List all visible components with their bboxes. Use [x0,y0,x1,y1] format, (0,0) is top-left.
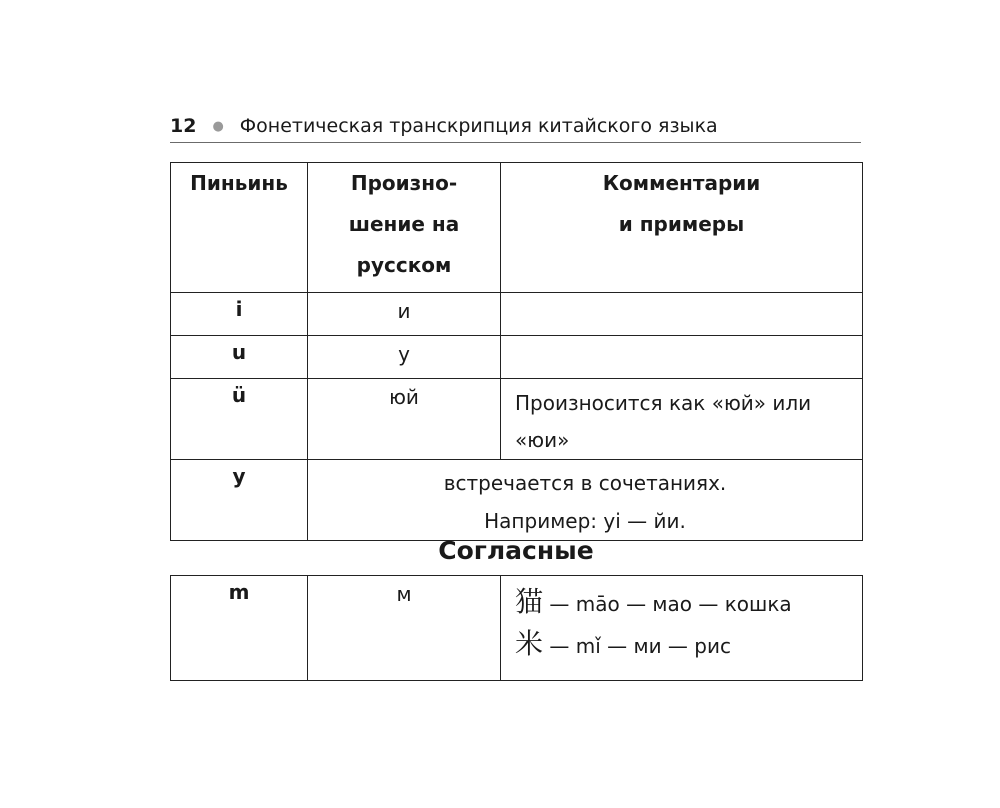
russian-cell: юй [308,379,501,460]
example-line: 米 — mǐ — ми — рис [515,627,731,660]
pinyin-cell: ü [171,379,308,460]
header-pinyin: Пиньинь [171,163,308,293]
table-row [171,576,863,681]
table-row [171,460,863,541]
pinyin-cell: u [171,336,308,379]
bullet-icon: ● [212,118,224,134]
table-row [171,336,863,379]
header-divider [170,142,861,143]
note-cell: встречается в сочетаниях. Например: yi — йи. [308,460,863,541]
russian-cell: у [308,336,501,379]
table-row [171,379,863,460]
examples-cell [501,576,863,681]
example-line: 猫 — māo — мао — кошка [515,585,792,618]
pinyin-cell: m [171,576,308,681]
header-comments: Комментарии и примеры [501,163,863,293]
table-row [171,293,863,336]
comment-cell [501,293,863,336]
comment-cell [501,336,863,379]
comment-cell: Произносится как «юй» или «юи» [501,379,863,460]
vowels-table [170,162,863,541]
pinyin-cell: i [171,293,308,336]
page-number: 12 [170,115,197,137]
hanzi-character: 米 [515,627,544,660]
table-header-row [171,163,863,293]
running-header [170,110,861,142]
header-pronunciation: Произно- шение на русском [308,163,501,293]
chapter-title: Фонетическая транскрипция китайского языка [239,115,718,137]
section-title: Согласные [438,536,594,565]
russian-cell: и [308,293,501,336]
consonants-table [170,575,863,681]
pinyin-cell: y [171,460,308,541]
hanzi-character: 猫 [515,585,544,618]
russian-cell: м [308,576,501,681]
